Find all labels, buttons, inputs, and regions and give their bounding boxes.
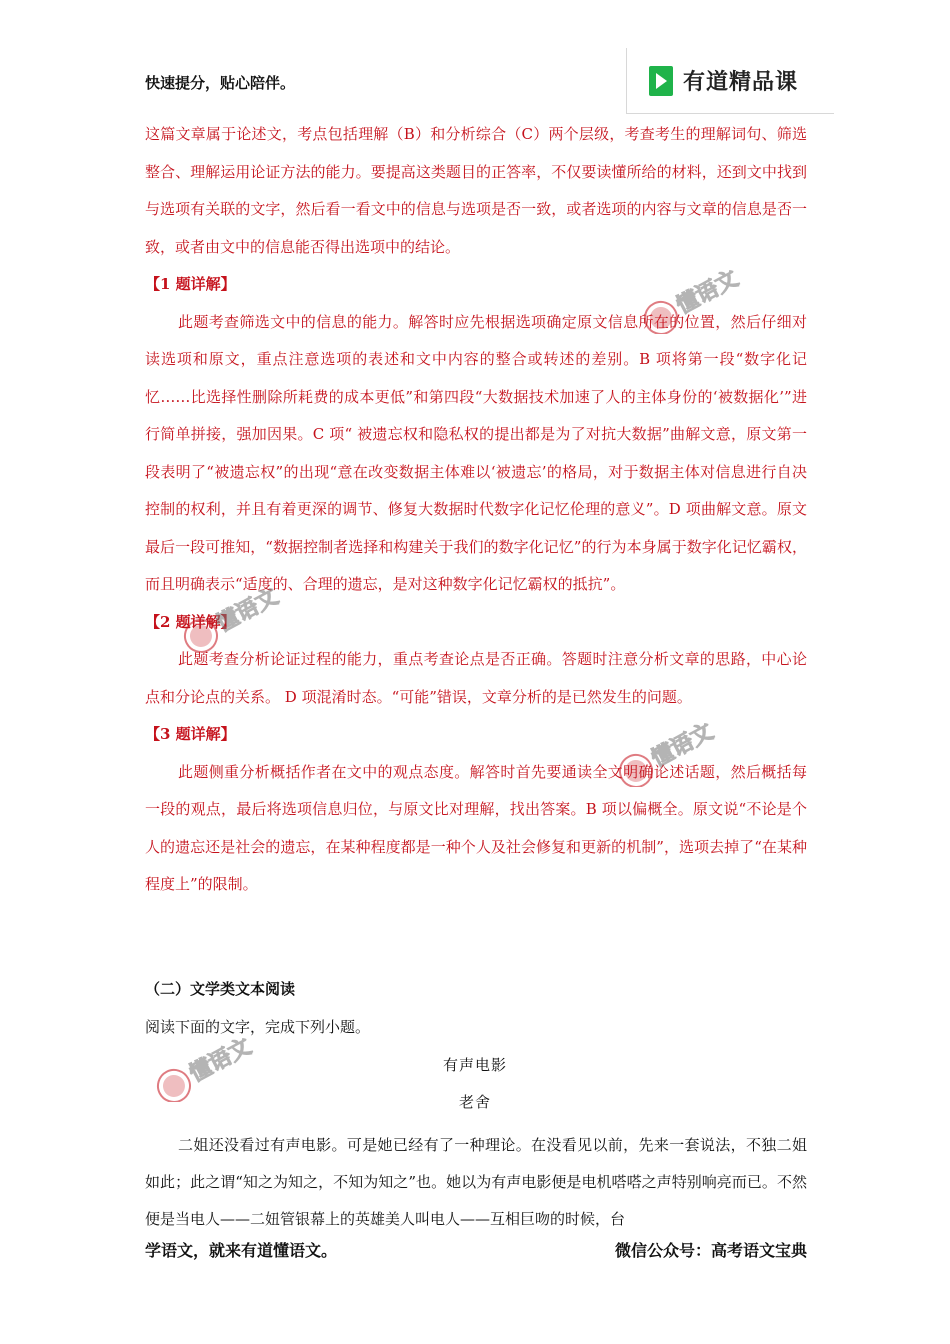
watermark-text: 懂语文 — [212, 584, 283, 638]
analysis-intro: 这篇文章属于论述文，考点包括理解（B）和分析综合（C）两个层级，考查考生的理解词句、筛选整合、理解运用论证方法的能力。要提高这类题目的正答率，不仅要读懂所给的材料，还到文中找到与选项有关联的文字，然后看一看文中的信息与选项是否一致，或者选项的内容与文章的信息是否一致，或者由文中的信息能否得出选项中的结论。 — [145, 125, 807, 256]
header-slogan: 快速提分，贴心陪伴。 — [145, 74, 296, 92]
story-title: 有声电影 — [442, 1056, 507, 1074]
q2-label: 【2 题详解】 — [145, 612, 236, 631]
watermark-text: 懂语文 — [672, 266, 743, 320]
watermark-text: 懂语文 — [185, 1034, 256, 1088]
brand-name: 有道精品课 — [683, 70, 799, 95]
story-paragraph: 二姐还没看过有声电影。可是她已经有了一种理论。在没看见以前，先来一套说法，不独二姐如此；此之谓“知之为知之，不知为知之”也。她以为有声电影便是电机嗒嗒之声特别响亮而已。不然便是当电人——二妞管银幕上的英雄美人叫电人——互相巨吻的时候，台 — [145, 1136, 807, 1228]
footer-slogan: 学语文，就来有道懂语文。 — [145, 1238, 341, 1261]
section2-title: （二）文学类文本阅读 — [145, 980, 296, 998]
q1-explanation: 此题考查筛选文中的信息的能力。解答时应先根据选项确定原文信息所在的位置，然后仔细对读选项和原文，重点注意选项的表述和文中内容的整合或转述的差别。B 项将第一段“数字化记忆……比选择性删除所耗费的成本更低”和第四段“大数据技术加速了人的主体身份的‘被数据化’”进行简单拼接，强加因果。C 项“ 被遗忘权和隐私权的提出都是为了对抗大数据”曲解文意，原文第一段表明了“被遗忘权”的出现“意在改变数据主体难以‘被遗忘’的格局，对于数据主体对信息进行自决控制的权利，并且有着更深的调节、修复大数据时代数字化记忆伦理的意义”。D 项曲解文意。原文最后一段可推知，“数据控制者选择和构建关于我们的数字化记忆”的行为本身属于数字化记忆霸权，而且明确表示“适度的、合理的遗忘，是对这种数字化记忆霸权的抵抗”。 — [145, 312, 807, 593]
story-author: 老舍 — [458, 1093, 491, 1111]
q3-explanation: 此题侧重分析概括作者在文中的观点态度。解答时首先要通读全文明确论述话题，然后概括每一段的观点，最后将选项信息归位，与原文比对理解，找出答案。B 项以偏概全。原文说“不论是个人的遗忘还是社会的遗忘，在某种程度都是一种个人及社会修复和更新的机制”，选项去掉了“在某种程度上”的限制。 — [145, 762, 807, 893]
footer-wechat: 微信公众号：高考语文宝典 — [611, 1238, 807, 1261]
q1-label: 【1 题详解】 — [145, 275, 236, 293]
brand-logo[interactable] — [626, 48, 834, 114]
reading-instruction: 阅读下面的文字，完成下列小题。 — [145, 1018, 371, 1036]
analysis-section — [145, 116, 807, 904]
watermark-text: 懂语文 — [647, 719, 718, 773]
q3-label: 【3 题详解】 — [145, 725, 236, 743]
q2-explanation: 此题考查分析论证过程的能力，重点考查论点是否正确。答题时注意分析文章的思路，中心论点和分论点的关系。 D 项混淆时态。“可能”错误，文章分析的是已然发生的问题。 — [145, 650, 807, 706]
story-body — [145, 1127, 807, 1238]
play-logo-icon — [649, 66, 673, 96]
